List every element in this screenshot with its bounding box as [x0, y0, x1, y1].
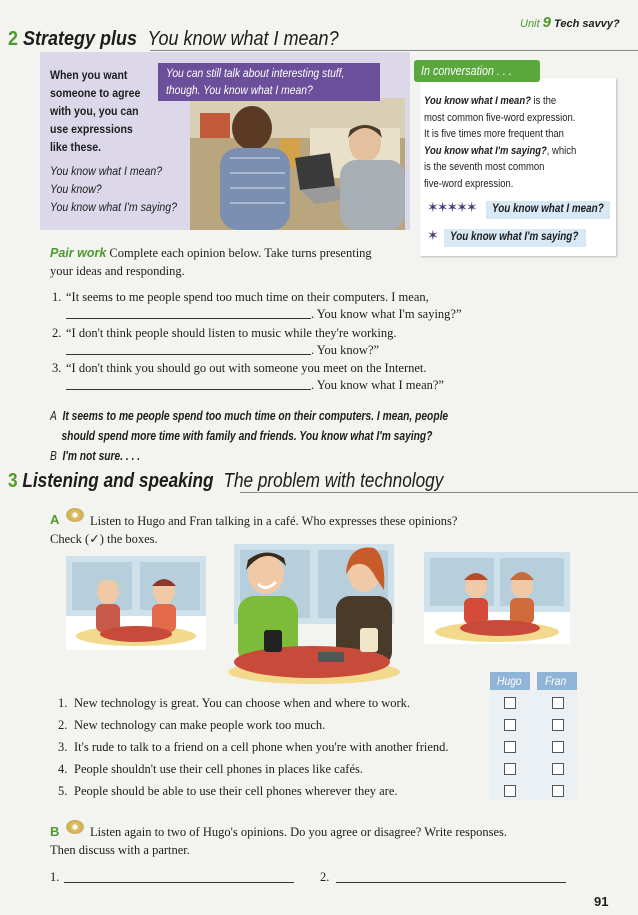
opinion-2-text: New technology can make people work too much. — [74, 718, 326, 732]
speech-line: though. You know what I mean? — [166, 83, 313, 97]
convo-bold: You know what I mean? — [424, 95, 531, 107]
item-2-text: “I don't think people should listen to music while they're working. — [66, 326, 397, 340]
convo-text: It is five times more frequent than — [424, 128, 564, 141]
illustration-girls-phone — [66, 556, 206, 650]
section-3-number: 3 — [8, 470, 18, 492]
pair-work-text: your ideas and responding. — [50, 264, 185, 278]
section-3-title: Listening and speaking — [22, 470, 214, 492]
section-2-rule — [150, 50, 638, 51]
example-dialogue — [50, 406, 448, 466]
opinion-2-num: 2. — [58, 718, 68, 732]
checkbox-hugo-5[interactable] — [504, 785, 516, 797]
part-a-line: Listen to Hugo and Fran talking in a café. Who expresses these opinions? — [90, 514, 458, 528]
frequency-bar-1-label: You know what I mean? — [492, 203, 604, 215]
intro-line: with you, you can — [50, 104, 139, 118]
intro-line: When you want — [50, 68, 128, 82]
part-b-line: Then discuss with a partner. — [50, 843, 190, 857]
illustration-hugo-fran — [224, 534, 404, 684]
conversation-title: In conversation . . . — [421, 64, 512, 78]
photo-two-men-laptop — [190, 98, 405, 230]
speaker-b-label: B — [50, 449, 57, 463]
convo-line — [424, 93, 576, 110]
checkbox-fran-1[interactable] — [552, 697, 564, 709]
checkbox-fran-2[interactable] — [552, 719, 564, 731]
pair-work-label: Pair work — [50, 246, 107, 260]
section-2-heading — [8, 28, 339, 51]
frequency-person-icon: ✶ — [427, 229, 439, 244]
convo-line — [424, 110, 576, 127]
opinion-1-text: New technology is great. You can choose when and where to work. — [74, 696, 411, 710]
unit-label: Unit — [520, 18, 540, 30]
section-3-subtitle: The problem with technology — [223, 470, 444, 492]
item-3-text: “I don't think you should go out with someone you meet on the Internet. — [66, 361, 427, 375]
section-3-heading — [8, 470, 443, 493]
page-number: 91 — [594, 894, 609, 909]
convo-line — [424, 126, 576, 143]
expression-item: You know what I'm saying? — [50, 200, 178, 214]
response-1-num: 1. — [50, 870, 60, 884]
item-3-answer-line[interactable] — [66, 389, 311, 390]
checkbox-fran-5[interactable] — [552, 785, 564, 797]
item-3-end: . You know what I mean?” — [311, 378, 444, 392]
opinion-5-text: People should be able to use their cell phones wherever they are. — [74, 784, 398, 798]
part-b-instructions — [50, 823, 507, 859]
convo-bold: You know what I'm saying? — [424, 144, 547, 157]
pair-work — [50, 244, 372, 280]
section-3-rule — [240, 492, 638, 493]
convo-line — [424, 159, 576, 176]
convo-text: is the — [530, 95, 557, 107]
illustration-two-men-cafe — [424, 552, 570, 644]
convo-text: most common five-word expression. — [424, 111, 576, 124]
convo-text: , which — [546, 144, 577, 157]
speech-text — [166, 65, 344, 99]
opinion-3-num: 3. — [58, 740, 68, 754]
checkbox-fran-3[interactable] — [552, 741, 564, 753]
part-a-label: A — [50, 512, 60, 527]
speaker-a-label: A — [50, 409, 57, 423]
column-fran: Fran — [545, 674, 567, 688]
item-2-num: 2. — [52, 326, 62, 340]
part-b-label: B — [50, 824, 60, 839]
unit-header — [520, 14, 620, 31]
section-2-number: 2 — [8, 28, 19, 50]
intro-line: use expressions — [50, 122, 133, 136]
convo-text: five-word expression. — [424, 177, 514, 190]
part-a-line: Check (✓) the boxes. — [50, 532, 158, 546]
conversation-body — [424, 93, 576, 193]
expression-item: You know what I mean? — [50, 164, 163, 178]
strategy-intro — [50, 66, 140, 156]
item-2-end: . You know?” — [311, 343, 380, 357]
section-2-title: Strategy plus — [23, 28, 138, 50]
column-hugo: Hugo — [497, 674, 522, 688]
item-1-num: 1. — [52, 290, 62, 304]
part-b-line: Listen again to two of Hugo's opinions. Do you agree or disagree? Write responses. — [90, 825, 508, 839]
speaker-a-line: should spend more time with family and friends. You know what I'm saying? — [61, 429, 433, 443]
item-1-text: “It seems to me people spend too much time on their computers. I mean, — [66, 290, 429, 304]
intro-line: someone to agree — [50, 86, 141, 100]
item-3-num: 3. — [52, 361, 62, 375]
section-2-subtitle: You know what I mean? — [147, 28, 339, 50]
response-2-line[interactable] — [336, 882, 566, 883]
response-1-line[interactable] — [64, 882, 294, 883]
checkbox-hugo-2[interactable] — [504, 719, 516, 731]
unit-number: 9 — [542, 14, 551, 31]
checkbox-hugo-3[interactable] — [504, 741, 516, 753]
response-2-num: 2. — [320, 870, 330, 884]
opinion-4-num: 4. — [58, 762, 68, 776]
item-1-answer-line[interactable] — [66, 318, 311, 319]
speaker-a-line: It seems to me people spend too much time on their computers. I mean, people — [62, 409, 449, 423]
speech-line: You can still talk about interesting stuff, — [166, 66, 345, 80]
convo-line — [424, 176, 576, 193]
pair-work-text: Complete each opinion below. Take turns presenting — [109, 246, 372, 260]
opinion-3-text: It's rude to talk to a friend on a cell phone when you're with another friend. — [74, 740, 449, 754]
convo-line — [424, 143, 576, 160]
item-2-answer-line[interactable] — [66, 354, 311, 355]
opinion-5-num: 5. — [58, 784, 68, 798]
speaker-b-line: I'm not sure. . . . — [62, 449, 141, 463]
opinion-1-num: 1. — [58, 696, 68, 710]
checkbox-fran-4[interactable] — [552, 763, 564, 775]
frequency-people-icons: ✶✶✶✶✶ — [427, 201, 476, 216]
unit-title: Tech savvy? — [554, 18, 620, 30]
intro-line: like these. — [50, 140, 102, 154]
item-1-end: . You know what I'm saying?” — [311, 307, 462, 321]
convo-text: is the seventh most common — [424, 161, 545, 174]
checkbox-hugo-4[interactable] — [504, 763, 516, 775]
checkbox-hugo-1[interactable] — [504, 697, 516, 709]
frequency-bar-2-label: You know what I'm saying? — [450, 231, 579, 243]
opinion-4-text: People shouldn't use their cell phones in places like cafés. — [74, 762, 363, 776]
expression-list — [50, 162, 177, 216]
expression-item: You know? — [50, 182, 102, 196]
